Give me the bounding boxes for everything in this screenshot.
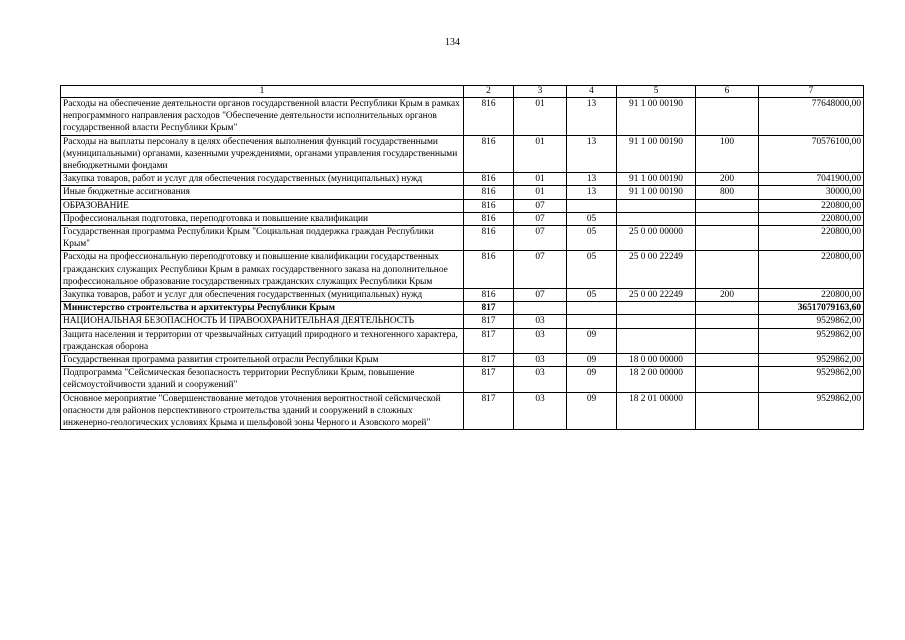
row-section-cell: 07 bbox=[514, 251, 567, 289]
row-name-cell: Расходы на выплаты персоналу в целях обеспечения выполнения функций государственными (муниципальными) органами, казенными учреждениями, органами управления государственными внебюджетными фондами bbox=[61, 135, 464, 173]
row-amount-cell: 9529862,00 bbox=[759, 392, 864, 430]
row-amount-cell: 9529862,00 bbox=[759, 354, 864, 367]
row-name-cell: Подпрограмма "Сейсмическая безопасность территории Республики Крым, повышение сейсмоустойчивости зданий и сооружений" bbox=[61, 367, 464, 392]
row-name-cell: Расходы на профессиональную переподготовку и повышение квалификации государственных гражданских служащих Республики Крым в рамках государственного заказа на дополнительное профессиональное образование государственных гражданских служащих Республики Крым bbox=[61, 251, 464, 289]
row-subsection-cell: 05 bbox=[567, 289, 617, 302]
row-ved-cell: 817 bbox=[464, 367, 514, 392]
row-expense-type-cell bbox=[696, 251, 759, 289]
row-amount-cell: 220800,00 bbox=[759, 289, 864, 302]
column-header: 5 bbox=[617, 86, 696, 98]
row-expense-type-cell bbox=[696, 226, 759, 251]
row-name-cell: Закупка товаров, работ и услуг для обеспечения государственных (муниципальных) нужд bbox=[61, 173, 464, 186]
row-target-cell: 91 1 00 00190 bbox=[617, 173, 696, 186]
row-section-cell: 01 bbox=[514, 135, 567, 173]
table-row bbox=[61, 173, 864, 186]
table-body bbox=[61, 98, 864, 430]
column-header: 3 bbox=[514, 86, 567, 98]
row-expense-type-cell bbox=[696, 302, 759, 315]
row-name-cell: НАЦИОНАЛЬНАЯ БЕЗОПАСНОСТЬ И ПРАВООХРАНИТЕЛЬНАЯ ДЕЯТЕЛЬНОСТЬ bbox=[61, 315, 464, 328]
row-target-cell: 18 2 00 00000 bbox=[617, 367, 696, 392]
row-subsection-cell: 05 bbox=[567, 226, 617, 251]
table-row bbox=[61, 212, 864, 225]
column-header: 2 bbox=[464, 86, 514, 98]
column-header: 4 bbox=[567, 86, 617, 98]
row-ved-cell: 817 bbox=[464, 392, 514, 430]
page-number: 134 bbox=[445, 37, 460, 48]
row-amount-cell: 220800,00 bbox=[759, 199, 864, 212]
table-row bbox=[61, 98, 864, 136]
table-row bbox=[61, 392, 864, 430]
row-target-cell bbox=[617, 302, 696, 315]
column-header: 6 bbox=[696, 86, 759, 98]
row-target-cell bbox=[617, 328, 696, 353]
row-subsection-cell: 13 bbox=[567, 186, 617, 199]
row-subsection-cell: 09 bbox=[567, 392, 617, 430]
table-row bbox=[61, 199, 864, 212]
row-name-cell: Расходы на обеспечение деятельности органов государственной власти Республики Крым в рамках непрограммного направления расходов "Обеспечение деятельности исполнительных органов государственной власти Республики Крым" bbox=[61, 98, 464, 136]
row-expense-type-cell bbox=[696, 199, 759, 212]
row-expense-type-cell: 200 bbox=[696, 289, 759, 302]
row-ved-cell: 816 bbox=[464, 98, 514, 136]
row-section-cell: 03 bbox=[514, 315, 567, 328]
row-subsection-cell bbox=[567, 199, 617, 212]
table-row bbox=[61, 135, 864, 173]
row-expense-type-cell bbox=[696, 315, 759, 328]
row-target-cell: 18 0 00 00000 bbox=[617, 354, 696, 367]
row-section-cell bbox=[514, 302, 567, 315]
row-ved-cell: 816 bbox=[464, 186, 514, 199]
row-section-cell: 01 bbox=[514, 173, 567, 186]
row-name-cell: Государственная программа Республики Крым "Социальная поддержка граждан Республики Крым" bbox=[61, 226, 464, 251]
row-subsection-cell: 05 bbox=[567, 251, 617, 289]
row-name-cell: Защита населения и территории от чрезвычайных ситуаций природного и техногенного характера, гражданская оборона bbox=[61, 328, 464, 353]
row-ved-cell: 817 bbox=[464, 354, 514, 367]
row-section-cell: 03 bbox=[514, 328, 567, 353]
row-section-cell: 03 bbox=[514, 392, 567, 430]
row-name-cell: Министерство строительства и архитектуры Республики Крым bbox=[61, 302, 464, 315]
row-amount-cell: 9529862,00 bbox=[759, 328, 864, 353]
row-ved-cell: 816 bbox=[464, 289, 514, 302]
row-expense-type-cell bbox=[696, 354, 759, 367]
table-row bbox=[61, 302, 864, 315]
row-target-cell: 91 1 00 00190 bbox=[617, 186, 696, 199]
row-expense-type-cell: 200 bbox=[696, 173, 759, 186]
column-header-row bbox=[61, 86, 864, 98]
row-ved-cell: 816 bbox=[464, 199, 514, 212]
row-ved-cell: 816 bbox=[464, 212, 514, 225]
row-target-cell bbox=[617, 199, 696, 212]
table-row bbox=[61, 186, 864, 199]
row-target-cell: 91 1 00 00190 bbox=[617, 98, 696, 136]
row-name-cell: Государственная программа развития строительной отрасли Республики Крым bbox=[61, 354, 464, 367]
column-header: 7 bbox=[759, 86, 864, 98]
table-row bbox=[61, 251, 864, 289]
row-name-cell: Иные бюджетные ассигнования bbox=[61, 186, 464, 199]
row-name-cell: Основное мероприятие "Совершенствование методов уточнения вероятностной сейсмической опасности для районов перспективного строительства зданий и сооружений в сложных инженерно-геологических условиях Крыма и шельфовой зоны Черного и Азовского морей" bbox=[61, 392, 464, 430]
row-subsection-cell: 13 bbox=[567, 135, 617, 173]
row-amount-cell: 70576100,00 bbox=[759, 135, 864, 173]
row-expense-type-cell: 100 bbox=[696, 135, 759, 173]
row-subsection-cell: 09 bbox=[567, 328, 617, 353]
row-ved-cell: 817 bbox=[464, 315, 514, 328]
table-row bbox=[61, 226, 864, 251]
row-ved-cell: 817 bbox=[464, 328, 514, 353]
row-section-cell: 03 bbox=[514, 354, 567, 367]
table-row bbox=[61, 289, 864, 302]
table-row bbox=[61, 328, 864, 353]
row-ved-cell: 816 bbox=[464, 173, 514, 186]
row-expense-type-cell bbox=[696, 212, 759, 225]
row-ved-cell: 816 bbox=[464, 251, 514, 289]
budget-table bbox=[60, 85, 864, 430]
row-ved-cell: 816 bbox=[464, 135, 514, 173]
row-target-cell: 91 1 00 00190 bbox=[617, 135, 696, 173]
row-ved-cell: 817 bbox=[464, 302, 514, 315]
table-row bbox=[61, 354, 864, 367]
row-target-cell bbox=[617, 315, 696, 328]
row-name-cell: ОБРАЗОВАНИЕ bbox=[61, 199, 464, 212]
table-row bbox=[61, 315, 864, 328]
row-amount-cell: 7041900,00 bbox=[759, 173, 864, 186]
row-amount-cell: 9529862,00 bbox=[759, 315, 864, 328]
row-section-cell: 03 bbox=[514, 367, 567, 392]
row-name-cell: Закупка товаров, работ и услуг для обеспечения государственных (муниципальных) нужд bbox=[61, 289, 464, 302]
row-subsection-cell: 09 bbox=[567, 354, 617, 367]
row-section-cell: 07 bbox=[514, 226, 567, 251]
row-section-cell: 01 bbox=[514, 98, 567, 136]
row-target-cell: 25 0 00 22249 bbox=[617, 251, 696, 289]
row-subsection-cell: 09 bbox=[567, 367, 617, 392]
row-section-cell: 07 bbox=[514, 289, 567, 302]
row-expense-type-cell bbox=[696, 367, 759, 392]
row-subsection-cell bbox=[567, 302, 617, 315]
row-section-cell: 01 bbox=[514, 186, 567, 199]
row-subsection-cell: 05 bbox=[567, 212, 617, 225]
row-expense-type-cell bbox=[696, 98, 759, 136]
row-amount-cell: 220800,00 bbox=[759, 212, 864, 225]
row-ved-cell: 816 bbox=[464, 226, 514, 251]
row-amount-cell: 220800,00 bbox=[759, 226, 864, 251]
row-subsection-cell: 13 bbox=[567, 173, 617, 186]
row-name-cell: Профессиональная подготовка, переподготовка и повышение квалификации bbox=[61, 212, 464, 225]
row-target-cell: 18 2 01 00000 bbox=[617, 392, 696, 430]
row-amount-cell: 77648000,00 bbox=[759, 98, 864, 136]
row-amount-cell: 30000,00 bbox=[759, 186, 864, 199]
row-amount-cell: 9529862,00 bbox=[759, 367, 864, 392]
row-section-cell: 07 bbox=[514, 212, 567, 225]
row-target-cell bbox=[617, 212, 696, 225]
row-target-cell: 25 0 00 22249 bbox=[617, 289, 696, 302]
row-target-cell: 25 0 00 00000 bbox=[617, 226, 696, 251]
row-expense-type-cell bbox=[696, 392, 759, 430]
row-expense-type-cell bbox=[696, 328, 759, 353]
row-subsection-cell: 13 bbox=[567, 98, 617, 136]
row-subsection-cell bbox=[567, 315, 617, 328]
row-amount-cell: 220800,00 bbox=[759, 251, 864, 289]
column-header: 1 bbox=[61, 86, 464, 98]
table-row bbox=[61, 367, 864, 392]
row-amount-cell: 36517079163,60 bbox=[759, 302, 864, 315]
row-section-cell: 07 bbox=[514, 199, 567, 212]
row-expense-type-cell: 800 bbox=[696, 186, 759, 199]
